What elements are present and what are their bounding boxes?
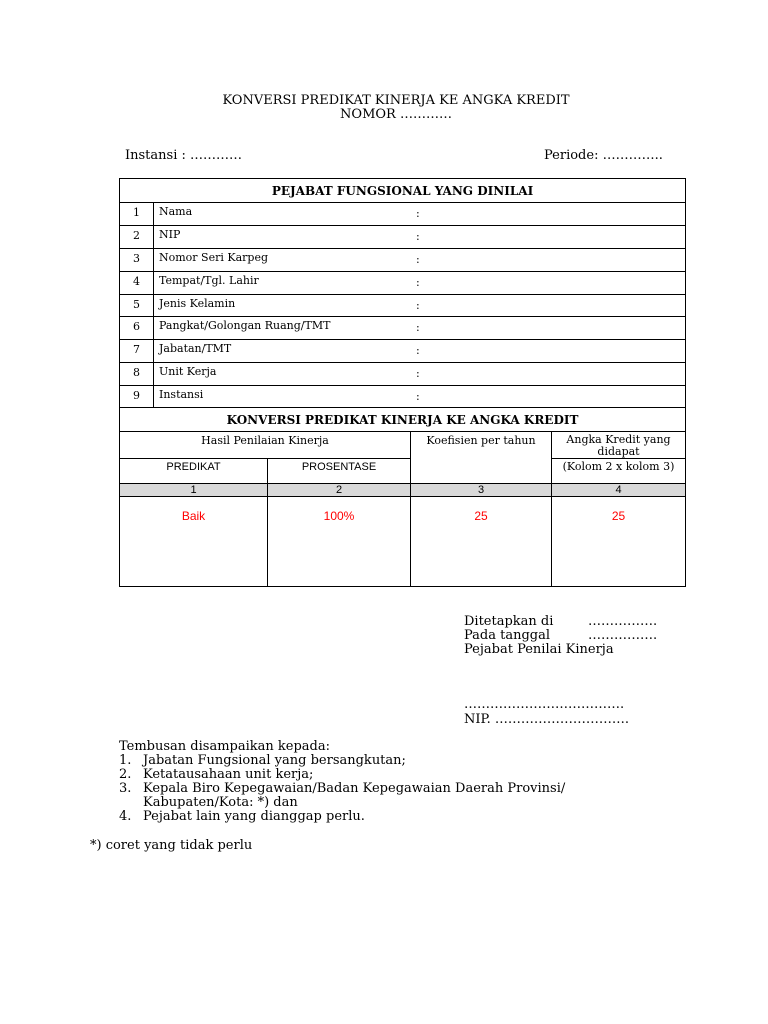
list-text: Jabatan Fungsional yang bersangkutan; <box>143 753 406 768</box>
list-text-continued: Kabupaten/Kota: *) dan <box>143 795 298 810</box>
colon: : <box>416 230 420 243</box>
list-number: 3. <box>119 781 132 796</box>
colon: : <box>416 253 420 266</box>
colon: : <box>416 344 420 357</box>
list-number: 2. <box>119 767 132 782</box>
col-number-2: 2 <box>268 484 411 497</box>
assessment-table <box>119 178 686 587</box>
row-number: 2 <box>120 226 154 249</box>
table-row <box>120 272 686 295</box>
row-label-text: Jenis Kelamin <box>159 297 236 310</box>
row-label-instansi <box>154 386 686 408</box>
colon: : <box>416 367 420 380</box>
row-label-text: Jabatan/TMT <box>159 342 232 355</box>
col-number-4: 4 <box>552 484 686 497</box>
col-hasil-penilaian: Hasil Penilaian Kinerja <box>120 432 411 459</box>
value-predikat: Baik <box>120 497 268 587</box>
row-label-pangkat <box>154 317 686 340</box>
table-row <box>120 226 686 249</box>
col-number-1: 1 <box>120 484 268 497</box>
colon: : <box>416 299 420 312</box>
document-title: KONVERSI PREDIKAT KINERJA KE ANGKA KREDIT <box>222 93 570 108</box>
row-label-nip <box>154 226 686 249</box>
table-row <box>120 295 686 317</box>
row-label-text: Unit Kerja <box>159 365 217 378</box>
row-label-text: Tempat/Tgl. Lahir <box>159 274 259 287</box>
row-label-text: Instansi <box>159 388 204 401</box>
tanggal-label: Pada tanggal <box>464 628 551 643</box>
ditetapkan-value: ……………. <box>588 614 658 629</box>
row-label-tempat-lahir <box>154 272 686 295</box>
instansi-field: Instansi : ………… <box>125 148 242 163</box>
tanggal-value: ……………. <box>588 628 658 643</box>
row-label-text: Nomor Seri Karpeg <box>159 251 269 264</box>
row-number: 8 <box>120 363 154 386</box>
signature-name-line: ………………………………. <box>464 697 625 712</box>
row-number: 5 <box>120 295 154 317</box>
table-row <box>120 203 686 226</box>
row-number: 6 <box>120 317 154 340</box>
row-label-jabatan <box>154 340 686 363</box>
colon: : <box>416 390 420 403</box>
table-row <box>120 363 686 386</box>
row-number: 7 <box>120 340 154 363</box>
ditetapkan-label: Ditetapkan di <box>464 614 554 629</box>
list-text: Kepala Biro Kepegawaian/Badan Kepegawaian Daerah Provinsi/ <box>143 781 566 796</box>
document-number: NOMOR ………… <box>340 107 452 122</box>
footnote: *) coret yang tidak perlu <box>90 838 253 853</box>
row-number: 9 <box>120 386 154 408</box>
list-number: 4. <box>119 809 132 824</box>
table-row <box>120 386 686 408</box>
value-koefisien: 25 <box>411 497 552 587</box>
col-koefisien: Koefisien per tahun <box>411 432 552 484</box>
row-label-unit-kerja <box>154 363 686 386</box>
tembusan-title: Tembusan disampaikan kepada: <box>119 739 330 754</box>
col-formula: (Kolom 2 x kolom 3) <box>552 459 686 484</box>
row-label-text: Nama <box>159 205 193 218</box>
list-number: 1. <box>119 753 132 768</box>
value-prosentase: 100% <box>268 497 411 587</box>
list-item <box>119 810 365 825</box>
pejabat-penilai: Pejabat Penilai Kinerja <box>464 642 614 657</box>
row-label-text: Pangkat/Golongan Ruang/TMT <box>159 319 331 332</box>
list-text: Pejabat lain yang dianggap perlu. <box>143 809 365 824</box>
section-title-konversi: KONVERSI PREDIKAT KINERJA KE ANGKA KREDIT <box>120 408 686 432</box>
col-angka-kredit: Angka Kredit yang didapat <box>552 432 686 459</box>
row-label-text: NIP <box>159 228 181 241</box>
row-label-nama <box>154 203 686 226</box>
signature-nip: NIP. …………………………. <box>464 712 630 727</box>
list-text: Ketatausahaan unit kerja; <box>143 767 314 782</box>
table-row <box>120 249 686 272</box>
value-angka-kredit: 25 <box>552 497 686 587</box>
row-label-karpeg <box>154 249 686 272</box>
row-number: 1 <box>120 203 154 226</box>
col-predikat: PREDIKAT <box>120 459 268 484</box>
periode-field: Periode: ………….. <box>544 148 663 163</box>
col-prosentase: PROSENTASE <box>268 459 411 484</box>
col-number-3: 3 <box>411 484 552 497</box>
row-number: 4 <box>120 272 154 295</box>
colon: : <box>416 321 420 334</box>
section-title-pejabat: PEJABAT FUNGSIONAL YANG DINILAI <box>120 179 686 203</box>
row-label-jenis-kelamin <box>154 295 686 317</box>
colon: : <box>416 207 420 220</box>
table-row <box>120 317 686 340</box>
row-number: 3 <box>120 249 154 272</box>
colon: : <box>416 276 420 289</box>
table-row <box>120 340 686 363</box>
